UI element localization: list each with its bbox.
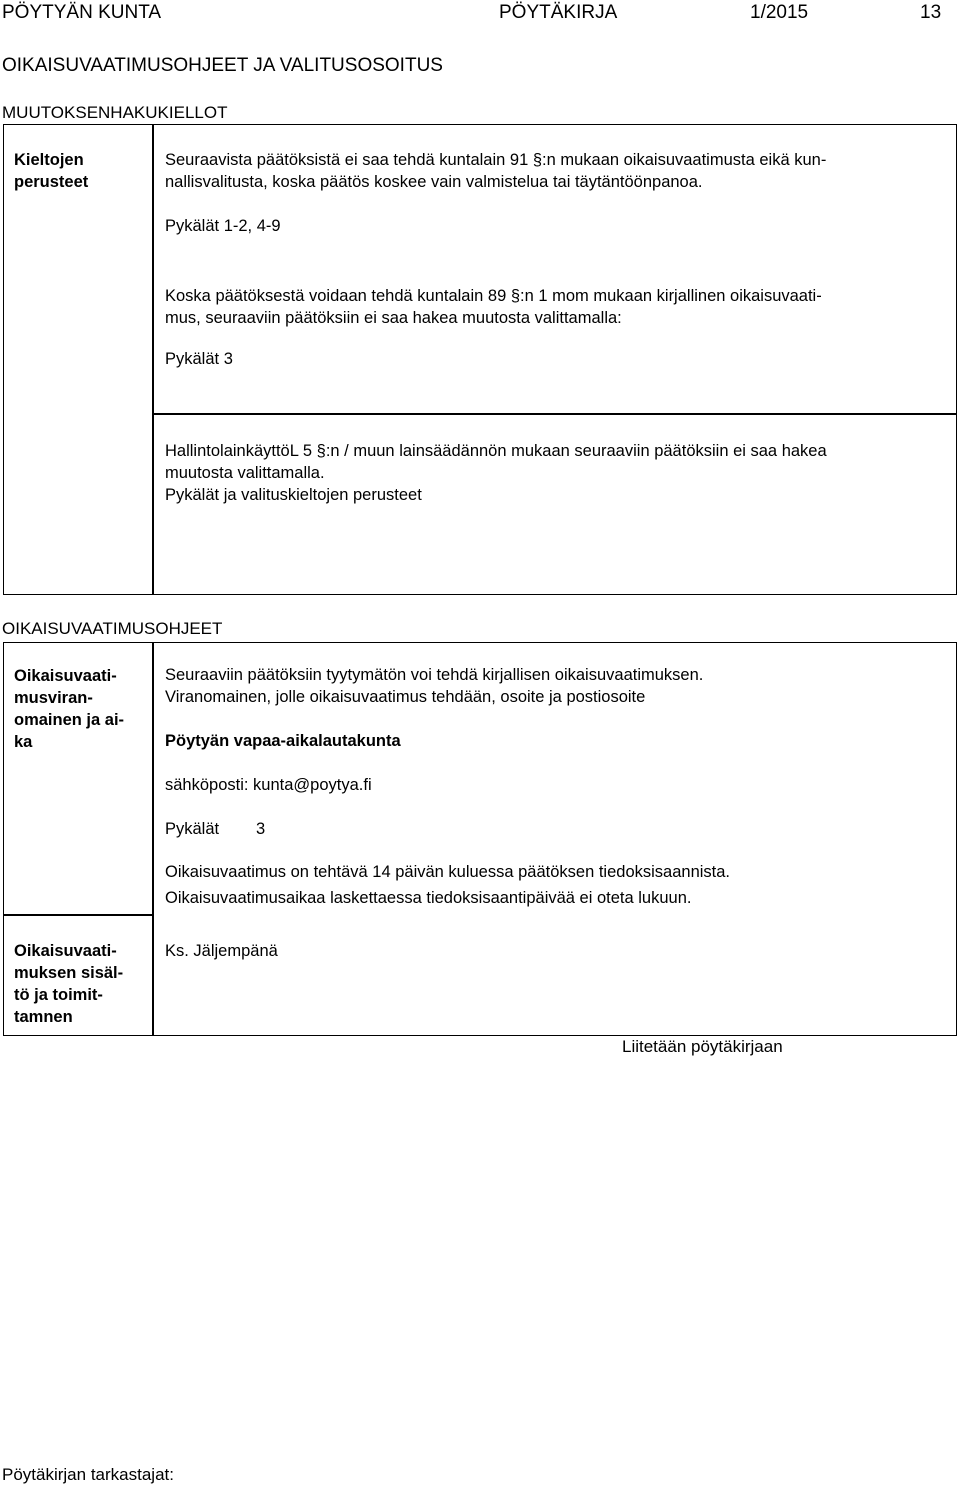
label-line: musviran-	[14, 689, 93, 707]
column-divider	[152, 642, 154, 1036]
header-page-number: 13	[920, 2, 942, 23]
rectification-sections-value: 3	[256, 820, 266, 838]
section-heading-appeal-bans: MUUTOKSENHAKUKIELLOT	[2, 103, 228, 122]
footer-inspectors: Pöytäkirjan tarkastajat:	[2, 1465, 174, 1484]
authority-name: Pöytyän vapaa-aikalautakunta	[165, 732, 401, 750]
authority-address-label: Viranomainen, jolle oikaisuvaatimus tehdään, osoite ja postiosoite	[165, 688, 646, 706]
deadline-text-1: Oikaisuvaatimus on tehtävä 14 päivän kuluessa päätöksen tiedoksisaannista.	[165, 863, 731, 881]
content-reference: Ks. Jäljempänä	[165, 942, 278, 960]
ban-sections-2: Pykälät 3	[165, 350, 233, 368]
rectification-intro: Seuraaviin päätöksiin tyytymätön voi tehdä kirjallisen oikaisuvaatimuksen.	[165, 666, 704, 684]
column-divider	[152, 124, 154, 595]
label-content-and-delivery	[14, 940, 146, 1028]
header-doc-type: PÖYTÄKIRJA	[499, 2, 618, 23]
text-line: HallintolainkäyttöL 5 §:n / muun lainsäädännön mukaan seuraaviin päätöksiin ei saa hakea	[165, 442, 827, 460]
text-line: muutosta valittamalla.	[165, 464, 325, 482]
label-line: perusteet	[14, 173, 89, 191]
ban-paragraph-3	[165, 440, 827, 506]
appeal-bans-box	[3, 124, 957, 595]
label-authority-and-time	[14, 665, 146, 753]
ban-paragraph-1	[165, 149, 826, 193]
label-row-divider	[3, 914, 153, 916]
label-line: Oikaisuvaati-	[14, 942, 117, 960]
label-line: tö ja toimit-	[14, 986, 103, 1004]
text-line: Seuraavista päätöksistä ei saa tehdä kuntalain 91 §:n mukaan oikaisuvaatimusta eikä kun-	[165, 151, 827, 169]
label-line: tamnen	[14, 1008, 73, 1026]
ban-sections-1: Pykälät 1-2, 4-9	[165, 217, 281, 235]
authority-email: sähköposti: kunta@poytya.fi	[165, 776, 372, 794]
text-line: nallisvalitusta, koska päätös koskee vain valmistelua tai täytäntöönpanoa.	[165, 173, 703, 191]
rectification-sections-label: Pykälät	[165, 820, 220, 838]
header-issue: 1/2015	[750, 2, 809, 23]
document-title: OIKAISUVAATIMUSOHJEET JA VALITUSOSOITUS	[2, 55, 443, 76]
header-municipality: PÖYTYÄN KUNTA	[2, 2, 162, 23]
label-line: omainen ja ai-	[14, 711, 125, 729]
text-line: Pykälät ja valituskieltojen perusteet	[165, 486, 422, 504]
text-line: mus, seuraaviin päätöksiin ei saa hakea muutosta valittamalla:	[165, 309, 622, 327]
label-line: Kieltojen	[14, 151, 84, 169]
label-line: ka	[14, 733, 33, 751]
ban-paragraph-2	[165, 285, 822, 329]
attached-note: Liitetään pöytäkirjaan	[622, 1037, 783, 1056]
label-ban-grounds	[14, 149, 144, 193]
label-line: muksen sisäl-	[14, 964, 124, 982]
deadline-text-2: Oikaisuvaatimusaikaa laskettaessa tiedoksisaantipäivää ei oteta lukuun.	[165, 889, 692, 907]
label-line: Oikaisuvaati-	[14, 667, 117, 685]
section-heading-rectification: OIKAISUVAATIMUSOHJEET	[2, 619, 223, 638]
text-line: Koska päätöksestä voidaan tehdä kuntalain 89 §:n 1 mom mukaan kirjallinen oikaisuvaati-	[165, 287, 822, 305]
row-divider	[152, 413, 957, 415]
